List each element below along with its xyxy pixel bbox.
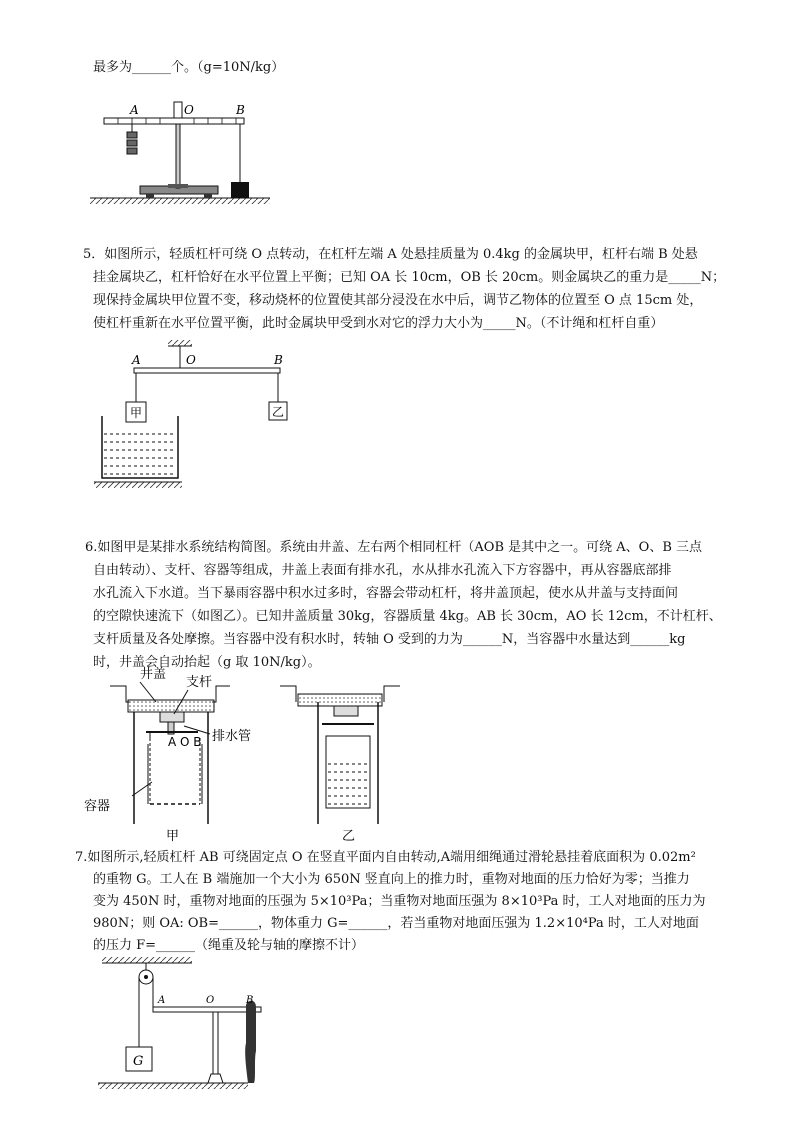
q5-line: 使杠杆重新在水平位置平衡，此时金属块甲受到水对它的浮力大小为_____N。（不计绳和杠杆自重） [93,316,664,331]
fig6-label-aob: A O B [168,735,202,749]
q7-line: 的压力 F=______（绳重及轮与轴的摩擦不计） [93,938,365,953]
fig6-label-paishuiguan: 排水管 [212,729,252,744]
figure-q5-lever-beaker [90,338,310,498]
q5-line: 挂金属块乙，杠杆恰好在水平位置上平衡；已知 OA 长 10cm，OB 长 20cm。则金属块乙的重力是_____N； [93,270,726,285]
q7-line: 980N；则 OA: OB=______，物体重力 G=______，若当重物对地面压强为 1.2×10⁴Pa 时，工人对地面 [93,916,699,931]
fig6-caption-yi: 乙 [342,829,356,844]
fig6-label-jinggai: 井盖 [140,667,167,682]
figure-q4-lever-stand [88,98,288,208]
q5-line: 现保持金属块甲位置不变，移动烧杯的位置使其部分浸没在水中后，调节乙物体的位置至 O 点 15cm 处， [93,293,703,308]
fig6-label-rongqi: 容器 [84,799,111,814]
q7-line: 变为 450N 时，重物对地面的压强为 5×10³Pa；当重物对地面压强为 8×10³Pa 时，工人对地面的压力为 [93,894,706,909]
fig5-label-o: O [186,353,196,367]
figure-q6-drain-yi [278,664,418,844]
q4-tail: 最多为______个。（g=10N/kg） [93,60,285,75]
q5-line: 5．如图所示，轻质杠杆可绕 O 点转动，在杠杆左端 A 处悬挂质量为 0.4kg 的金属块甲，杠杆右端 B 处悬 [83,247,698,262]
fig4-label-o: O [184,103,194,117]
fig5-label-yi: 乙 [272,405,285,419]
figure-q7-pulley-lever [96,955,306,1090]
fig7-label-o: O [206,995,215,1006]
fig6-caption-jia: 甲 [166,829,180,844]
fig7-label-a: A [158,995,166,1006]
q6-line: 6.如图甲是某排水系统结构简图。系统由井盖、左右两个相同杠杆（AOB 是其中之一。可绕 A、O、B 三点 [85,540,702,555]
fig7-label-b: B [246,995,254,1006]
q6-line: 水孔流入下水道。当下暴雨容器中积水过多时，容器会带动杠杆，将井盖顶起，使水从井盖与支持面间 [93,586,679,601]
fig5-label-jia: 甲 [130,406,143,420]
q6-line: 时，井盖会自动抬起（g 取 10N/kg）。 [93,655,321,670]
fig5-label-a: A [132,353,141,367]
q7-line: 7.如图所示,轻质杠杆 AB 可绕固定点 O 在竖直平面内自由转动,A端用细绳通过滑轮悬挂着底面积为 0.02m² [75,850,696,865]
fig5-label-b: B [274,353,283,367]
fig4-label-a: A [130,103,139,117]
figure-q6-drain-jia [80,664,310,844]
q7-line: 的重物 G。工人在 B 端施加一个大小为 650N 竖直向上的推力时，重物对地面的压力恰好为零；当推力 [93,872,690,887]
fig7-label-g: G [133,1054,144,1069]
fig4-label-b: B [236,103,245,117]
q6-line: 支杆质量及各处摩擦。当容器中没有积水时，转轴 O 受到的力为______N，当容器中水量达到______kg [93,632,686,647]
q6-line: 的空隙快速流下（如图乙）。已知井盖质量 30kg，容器质量 4kg。AB 长 30cm，AO 长 12cm，不计杠杆、 [93,609,722,624]
fig6-label-zhigan: 支杆 [186,675,213,690]
q6-line: 自由转动）、支杆、容器等组成，井盖上表面有排水孔，水从排水孔流入下方容器中，再从容器底部排 [93,563,672,578]
